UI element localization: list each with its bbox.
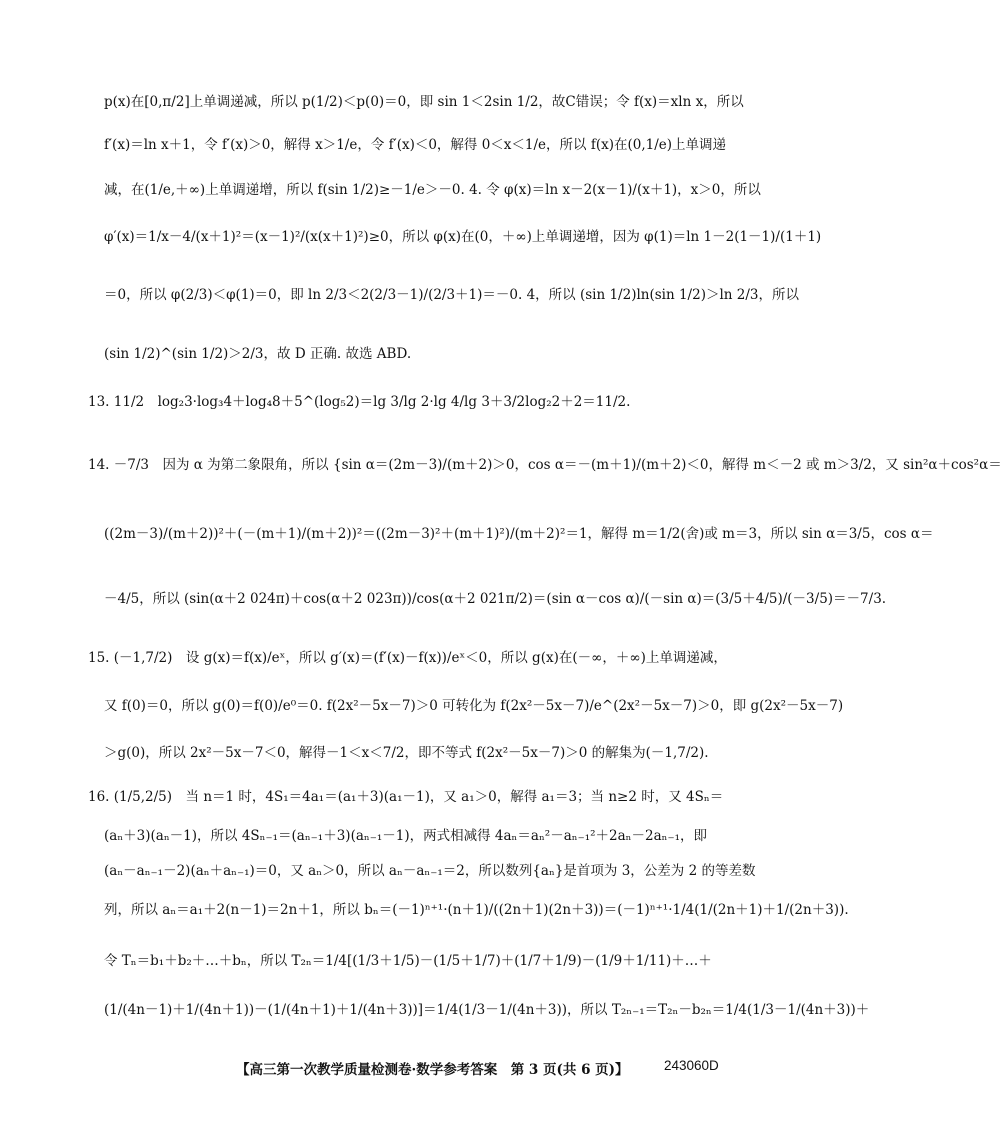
- answer-16: 16. (1/5,2/5) 当 n＝1 时，4S₁＝4a₁＝(a₁＋3)(a₁－1)，又 a₁＞0，解得 a₁＝3；当 n≥2 时，又 4Sₙ＝: [88, 789, 724, 805]
- text-line: (sin 1/2)^(sin 1/2)＞2/3，故 D 正确. 故选 ABD.: [104, 346, 412, 362]
- text-line: φ′(x)＝1/x－4/(x＋1)²＝(x－1)²/(x(x＋1)²)≥0，所以 φ(x)在(0，＋∞)上单调递增，因为 φ(1)＝ln 1－2(1－1)/(1＋1): [104, 229, 822, 245]
- answer-13: 13. 11/2 log₂3·log₃4＋log₄8＋5^(log₅2)＝lg 3/lg 2·lg 4/lg 3＋3/2log₂2＋2＝11/2.: [88, 394, 631, 410]
- text-line: 又 f(0)＝0，所以 g(0)＝f(0)/e⁰＝0. f(2x²－5x－7)＞0 可转化为 f(2x²－5x－7)/e^(2x²－5x－7)＞0，即 g(2x²－5x－7): [104, 698, 844, 714]
- answer-15: 15. (－1,7/2) 设 g(x)＝f(x)/eˣ，所以 g′(x)＝(f′(x)－f(x))/eˣ＜0，所以 g(x)在(－∞，＋∞)上单调递减，: [88, 650, 727, 666]
- footer-title: 【高三第一次教学质量检测卷·数学参考答案 第 3 页(共 6 页)】: [236, 1062, 629, 1078]
- text-line: 令 Tₙ＝b₁＋b₂＋…＋bₙ，所以 T₂ₙ＝1/4[(1/3＋1/5)－(1/5＋1/7)＋(1/7＋1/9)－(1/9＋1/11)＋…＋: [104, 953, 712, 969]
- footer-code: 243060D: [664, 1058, 719, 1073]
- text-line: p(x)在[0,π/2]上单调递减，所以 p(1/2)＜p(0)＝0，即 sin 1＜2sin 1/2，故C错误；令 f(x)＝xln x，所以: [104, 94, 744, 110]
- text-line: －4/5，所以 (sin(α＋2 024π)＋cos(α＋2 023π))/cos(α＋2 021π/2)＝(sin α－cos α)/(－sin α)＝(3/5＋4/5)/(－3/5)＝－7/3.: [104, 591, 887, 607]
- text-line: ＞g(0)，所以 2x²－5x－7＜0，解得－1＜x＜7/2，即不等式 f(2x²－5x－7)＞0 的解集为(－1,7/2).: [104, 745, 709, 761]
- text-line: (aₙ－aₙ₋₁－2)(aₙ＋aₙ₋₁)＝0，又 aₙ＞0，所以 aₙ－aₙ₋₁＝2，所以数列{aₙ}是首项为 3，公差为 2 的等差数: [104, 863, 756, 879]
- text-line: (1/(4n－1)＋1/(4n＋1))－(1/(4n＋1)＋1/(4n＋3))]＝1/4(1/3－1/(4n＋3))，所以 T₂ₙ₋₁＝T₂ₙ－b₂ₙ＝1/4(1/3－1/(4n＋3))＋: [104, 1002, 870, 1018]
- text-line: (aₙ＋3)(aₙ－1)，所以 4Sₙ₋₁＝(aₙ₋₁＋3)(aₙ₋₁－1)，两式相减得 4aₙ＝aₙ²－aₙ₋₁²＋2aₙ－2aₙ₋₁，即: [104, 828, 708, 844]
- text-line: ＝0，所以 φ(2/3)＜φ(1)＝0，即 ln 2/3＜2(2/3－1)/(2/3＋1)＝－0. 4，所以 (sin 1/2)ln(sin 1/2)＞ln 2/3，所以: [104, 287, 799, 303]
- text-line: 减，在(1/e,＋∞)上单调递增，所以 f(sin 1/2)≥－1/e＞－0. 4. 令 φ(x)＝ln x－2(x－1)/(x＋1)，x＞0，所以: [104, 182, 761, 198]
- text-line: 列，所以 aₙ＝a₁＋2(n－1)＝2n＋1，所以 bₙ＝(－1)ⁿ⁺¹·(n＋1)/((2n＋1)(2n＋3))＝(－1)ⁿ⁺¹·1/4(1/(2n＋1)＋1/(2n＋3)).: [104, 902, 849, 918]
- text-line: f′(x)＝ln x＋1，令 f′(x)＞0，解得 x＞1/e，令 f′(x)＜0，解得 0＜x＜1/e，所以 f(x)在(0,1/e)上单调递: [104, 137, 727, 153]
- text-line: ((2m－3)/(m＋2))²＋(－(m＋1)/(m＋2))²＝((2m－3)²＋(m＋1)²)/(m＋2)²＝1，解得 m＝1/2(舍)或 m＝3，所以 sin α＝3/5，cos α＝: [104, 526, 934, 542]
- answer-14: 14. －7/3 因为 α 为第二象限角，所以 {sin α＝(2m－3)/(m＋2)＞0，cos α＝－(m＋1)/(m＋2)＜0，解得 m＜－2 或 m＞3/2，又 sin²α＋cos²α＝: [88, 457, 1002, 473]
